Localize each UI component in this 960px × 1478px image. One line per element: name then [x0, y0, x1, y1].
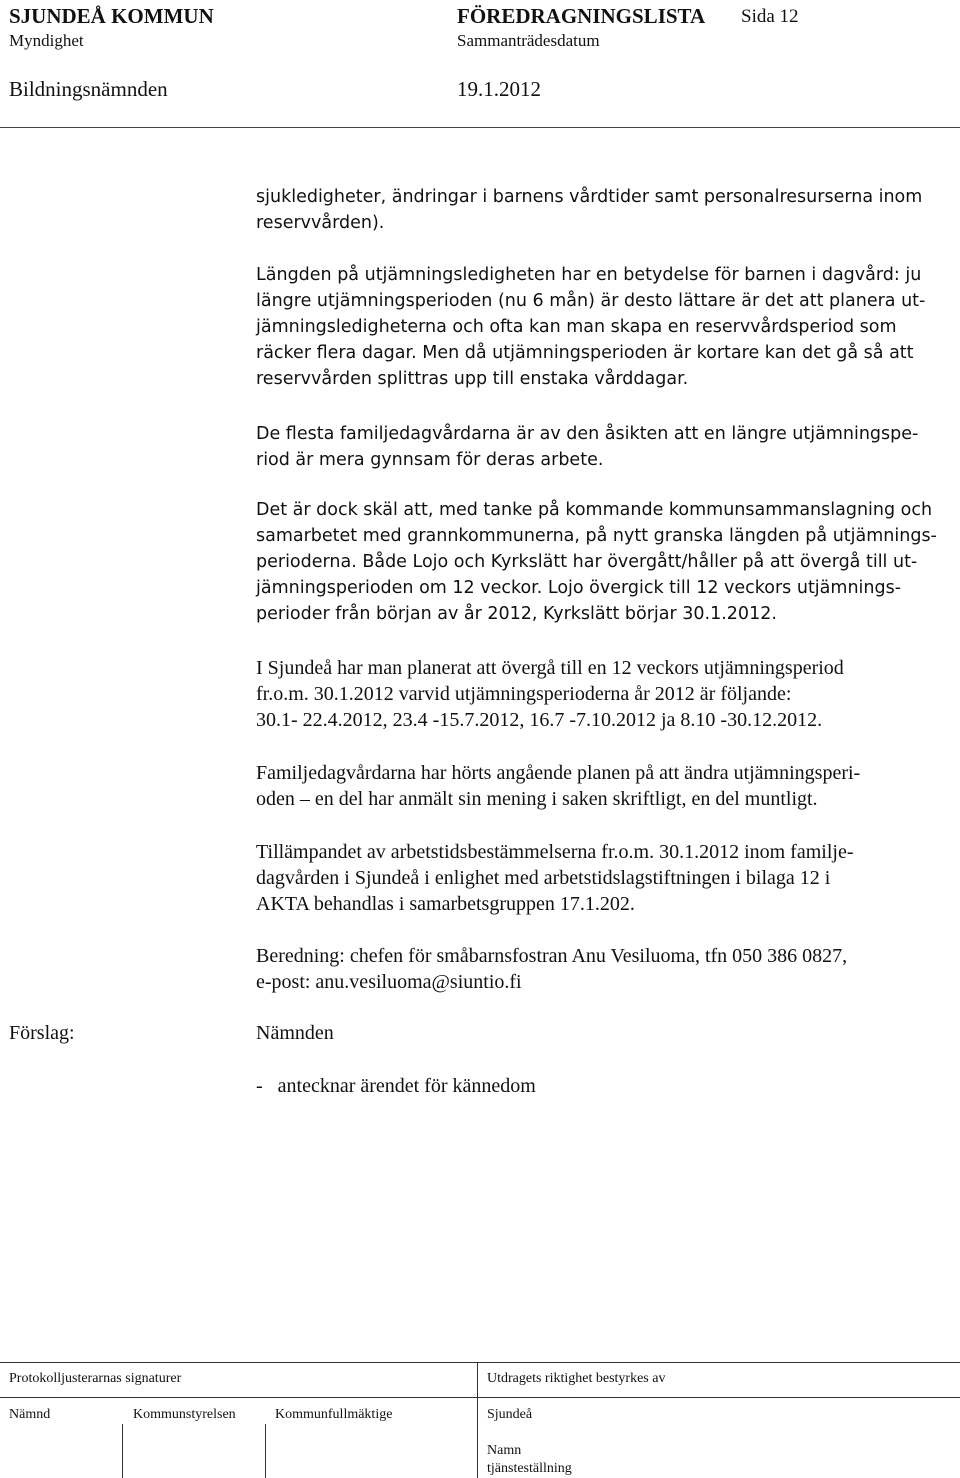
- column-kommunfullmaktige: Kommunfullmäktige: [275, 1407, 393, 1422]
- text-line: Tillämpandet av arbetstidsbestämmelserna fr.o.m. 30.1.2012 inom familje-: [256, 841, 854, 863]
- authority-label: Myndighet: [9, 31, 84, 50]
- page-number: Sida 12: [741, 6, 799, 27]
- name-label: Namn: [487, 1443, 522, 1458]
- paragraph-planned-periods: [256, 655, 956, 733]
- text-line: jämningsledigheterna och ofta kan man skapa en reservvårdsperiod som: [256, 317, 897, 337]
- text-line: Familjedagvårdarna har hörts angående planen på att ändra utjämningsperi-: [256, 762, 861, 784]
- text-line: 30.1- 22.4.2012, 23.4 -15.7.2012, 16.7 -7.10.2012 ja 8.10 -30.12.2012.: [256, 709, 823, 731]
- text-line: jämningsperioden om 12 veckor. Lojo övergick till 12 veckors utjämnings-: [256, 578, 902, 598]
- text-line: AKTA behandlas i samarbetsgruppen 17.1.202.: [256, 893, 635, 915]
- paragraph-continuation: [256, 184, 956, 236]
- proposal-item: - antecknar ärendet för kännedom: [256, 1075, 536, 1097]
- footer-vertical-divider: [477, 1362, 478, 1478]
- certification-place: Sjundeå: [487, 1407, 533, 1422]
- paragraph-consultation: [256, 760, 956, 812]
- meeting-date-label: Sammanträdesdatum: [457, 31, 600, 50]
- organization-name: SJUNDEÅ KOMMUN: [9, 4, 214, 28]
- text-line: perioder från början av år 2012, Kyrkslätt börjar 30.1.2012.: [256, 604, 777, 624]
- authority-value: Bildningsnämnden: [9, 77, 168, 101]
- proposal-label: Förslag:: [9, 1022, 75, 1044]
- paragraph-caregivers-opinion: [256, 421, 956, 473]
- meeting-date-value: 19.1.2012: [457, 77, 541, 101]
- paragraph-application: [256, 839, 956, 917]
- text-line: Det är dock skäl att, med tanke på kommande kommunsammanslagning och: [256, 500, 933, 520]
- position-label: tjänsteställning: [487, 1461, 572, 1476]
- footer-rule-middle: [0, 1397, 960, 1398]
- text-line: reservvården splittras upp till enstaka vårddagar.: [256, 369, 689, 389]
- signatures-label: Protokolljusterarnas signaturer: [9, 1371, 182, 1386]
- text-line: dagvården i Sjundeå i enlighet med arbetstidslagstiftningen i bilaga 12 i: [256, 867, 831, 889]
- paragraph-preparation: [256, 943, 956, 995]
- column-kommunstyrelsen: Kommunstyrelsen: [133, 1407, 236, 1422]
- certified-label: Utdragets riktighet bestyrkes av: [487, 1371, 666, 1386]
- paragraph-period-length: [256, 262, 956, 392]
- text-line: perioderna. Både Lojo och Kyrkslätt har övergått/håller på att övergå till ut-: [256, 552, 918, 572]
- text-line: fr.o.m. 30.1.2012 varvid utjämningsperioderna år 2012 är följande:: [256, 683, 792, 705]
- text-line: räcker flera dagar. Men då utjämningsperioden är kortare kan det gå så att: [256, 343, 914, 363]
- footer-column-divider: [265, 1424, 266, 1478]
- text-line: e-post: anu.vesiluoma@siuntio.fi: [256, 971, 522, 993]
- header-divider: [0, 127, 960, 128]
- text-line: sjukledigheter, ändringar i barnens vårdtider samt personalresurserna inom: [256, 187, 923, 207]
- document-type: FÖREDRAGNINGSLISTA: [457, 4, 706, 28]
- text-line: riod är mera gynnsam för deras arbete.: [256, 450, 604, 470]
- text-line: oden – en del har anmält sin mening i saken skriftligt, en del muntligt.: [256, 788, 818, 810]
- footer-column-divider: [122, 1424, 123, 1478]
- proposal-body: Nämnden: [256, 1022, 334, 1044]
- text-line: samarbetet med grannkommunerna, på nytt granska längden på utjämnings-: [256, 526, 937, 546]
- text-line: De flesta familjedagvårdarna är av den åsikten att en längre utjämningspe-: [256, 424, 919, 444]
- paragraph-municipal-merger: [256, 497, 956, 627]
- footer-rule-top: [0, 1362, 960, 1363]
- text-line: I Sjundeå har man planerat att övergå till en 12 veckors utjämningsperiod: [256, 657, 844, 679]
- column-namnd: Nämnd: [9, 1407, 51, 1422]
- text-line: Längden på utjämningsledigheten har en betydelse för barnen i dagvård: ju: [256, 265, 922, 285]
- text-line: längre utjämningsperioden (nu 6 mån) är desto lättare är det att planera ut-: [256, 291, 926, 311]
- text-line: reservvården).: [256, 213, 385, 233]
- text-line: Beredning: chefen för småbarnsfostran Anu Vesiluoma, tfn 050 386 0827,: [256, 945, 848, 967]
